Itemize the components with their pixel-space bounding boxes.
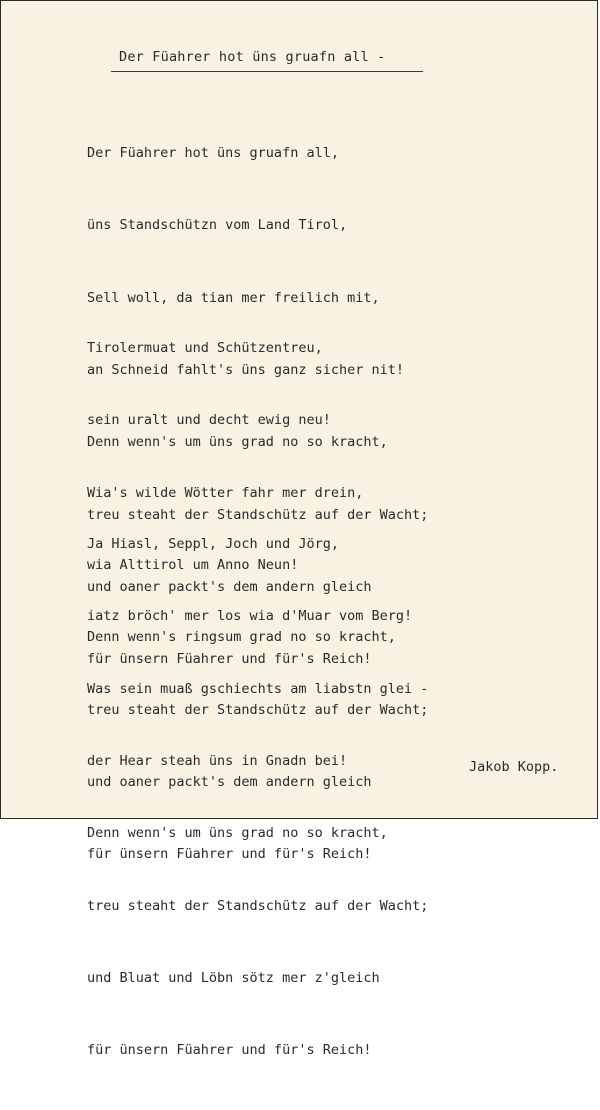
poem-line: Denn wenn's ringsum grad no so kracht, <box>87 629 396 646</box>
poem-line: für ünsern Füahrer und für's Reich! <box>87 1042 372 1059</box>
poem-line: Denn wenn's um üns grad no so kracht, <box>87 825 388 842</box>
poem-line: Wia's wilde Wötter fahr mer drein, <box>87 484 364 501</box>
poem-line: und oaner packt's dem andern gleich <box>87 578 372 595</box>
poem-title: Der Füahrer hot üns gruafn all - <box>119 49 386 65</box>
poem-line: Der Füahrer hot üns gruafn all, <box>87 145 339 162</box>
poem-line: an Schneid fahlt's üns ganz sicher nit! <box>87 362 404 379</box>
poem-line: für ünsern Füahrer und für's Reich! <box>87 651 372 668</box>
poem-line: treu steaht der Standschütz auf der Wacht; <box>87 506 429 523</box>
poem-line: Tirolermuat und Schützentreu, <box>87 340 323 357</box>
poem-line: Was sein muaß gschiechts am liabstn glei - <box>87 680 429 697</box>
poem-line: und oaner packt's dem andern gleich <box>87 773 372 790</box>
poem-line: der Hear steah üns in Gnadn bei! <box>87 753 348 770</box>
stanza-3 <box>87 484 428 1110</box>
poem-line: iatz bröch' mer los wia d'Muar vom Berg! <box>87 608 413 625</box>
poem-line: Ja Hiasl, Seppl, Joch und Jörg, <box>87 536 339 553</box>
poem-line: für ünsern Füahrer und für's Reich! <box>87 846 372 863</box>
poem-line: treu steaht der Standschütz auf der Wacht; <box>87 897 429 914</box>
poem-line: wia Alttirol um Anno Neun! <box>87 557 299 574</box>
poem-line: Sell woll, da tian mer freilich mit, <box>87 289 380 306</box>
author-signature: Jakob Kopp. <box>469 759 559 775</box>
poem-line: Denn wenn's um üns grad no so kracht, <box>87 434 388 451</box>
poem-line: und Bluat und Löbn sötz mer z'gleich <box>87 969 380 986</box>
poem-line: üns Standschützn vom Land Tirol, <box>87 217 348 234</box>
poem-line: treu steaht der Standschütz auf der Wacht; <box>87 701 429 718</box>
poem-line: sein uralt und decht ewig neu! <box>87 412 331 429</box>
title-underline <box>111 71 423 72</box>
